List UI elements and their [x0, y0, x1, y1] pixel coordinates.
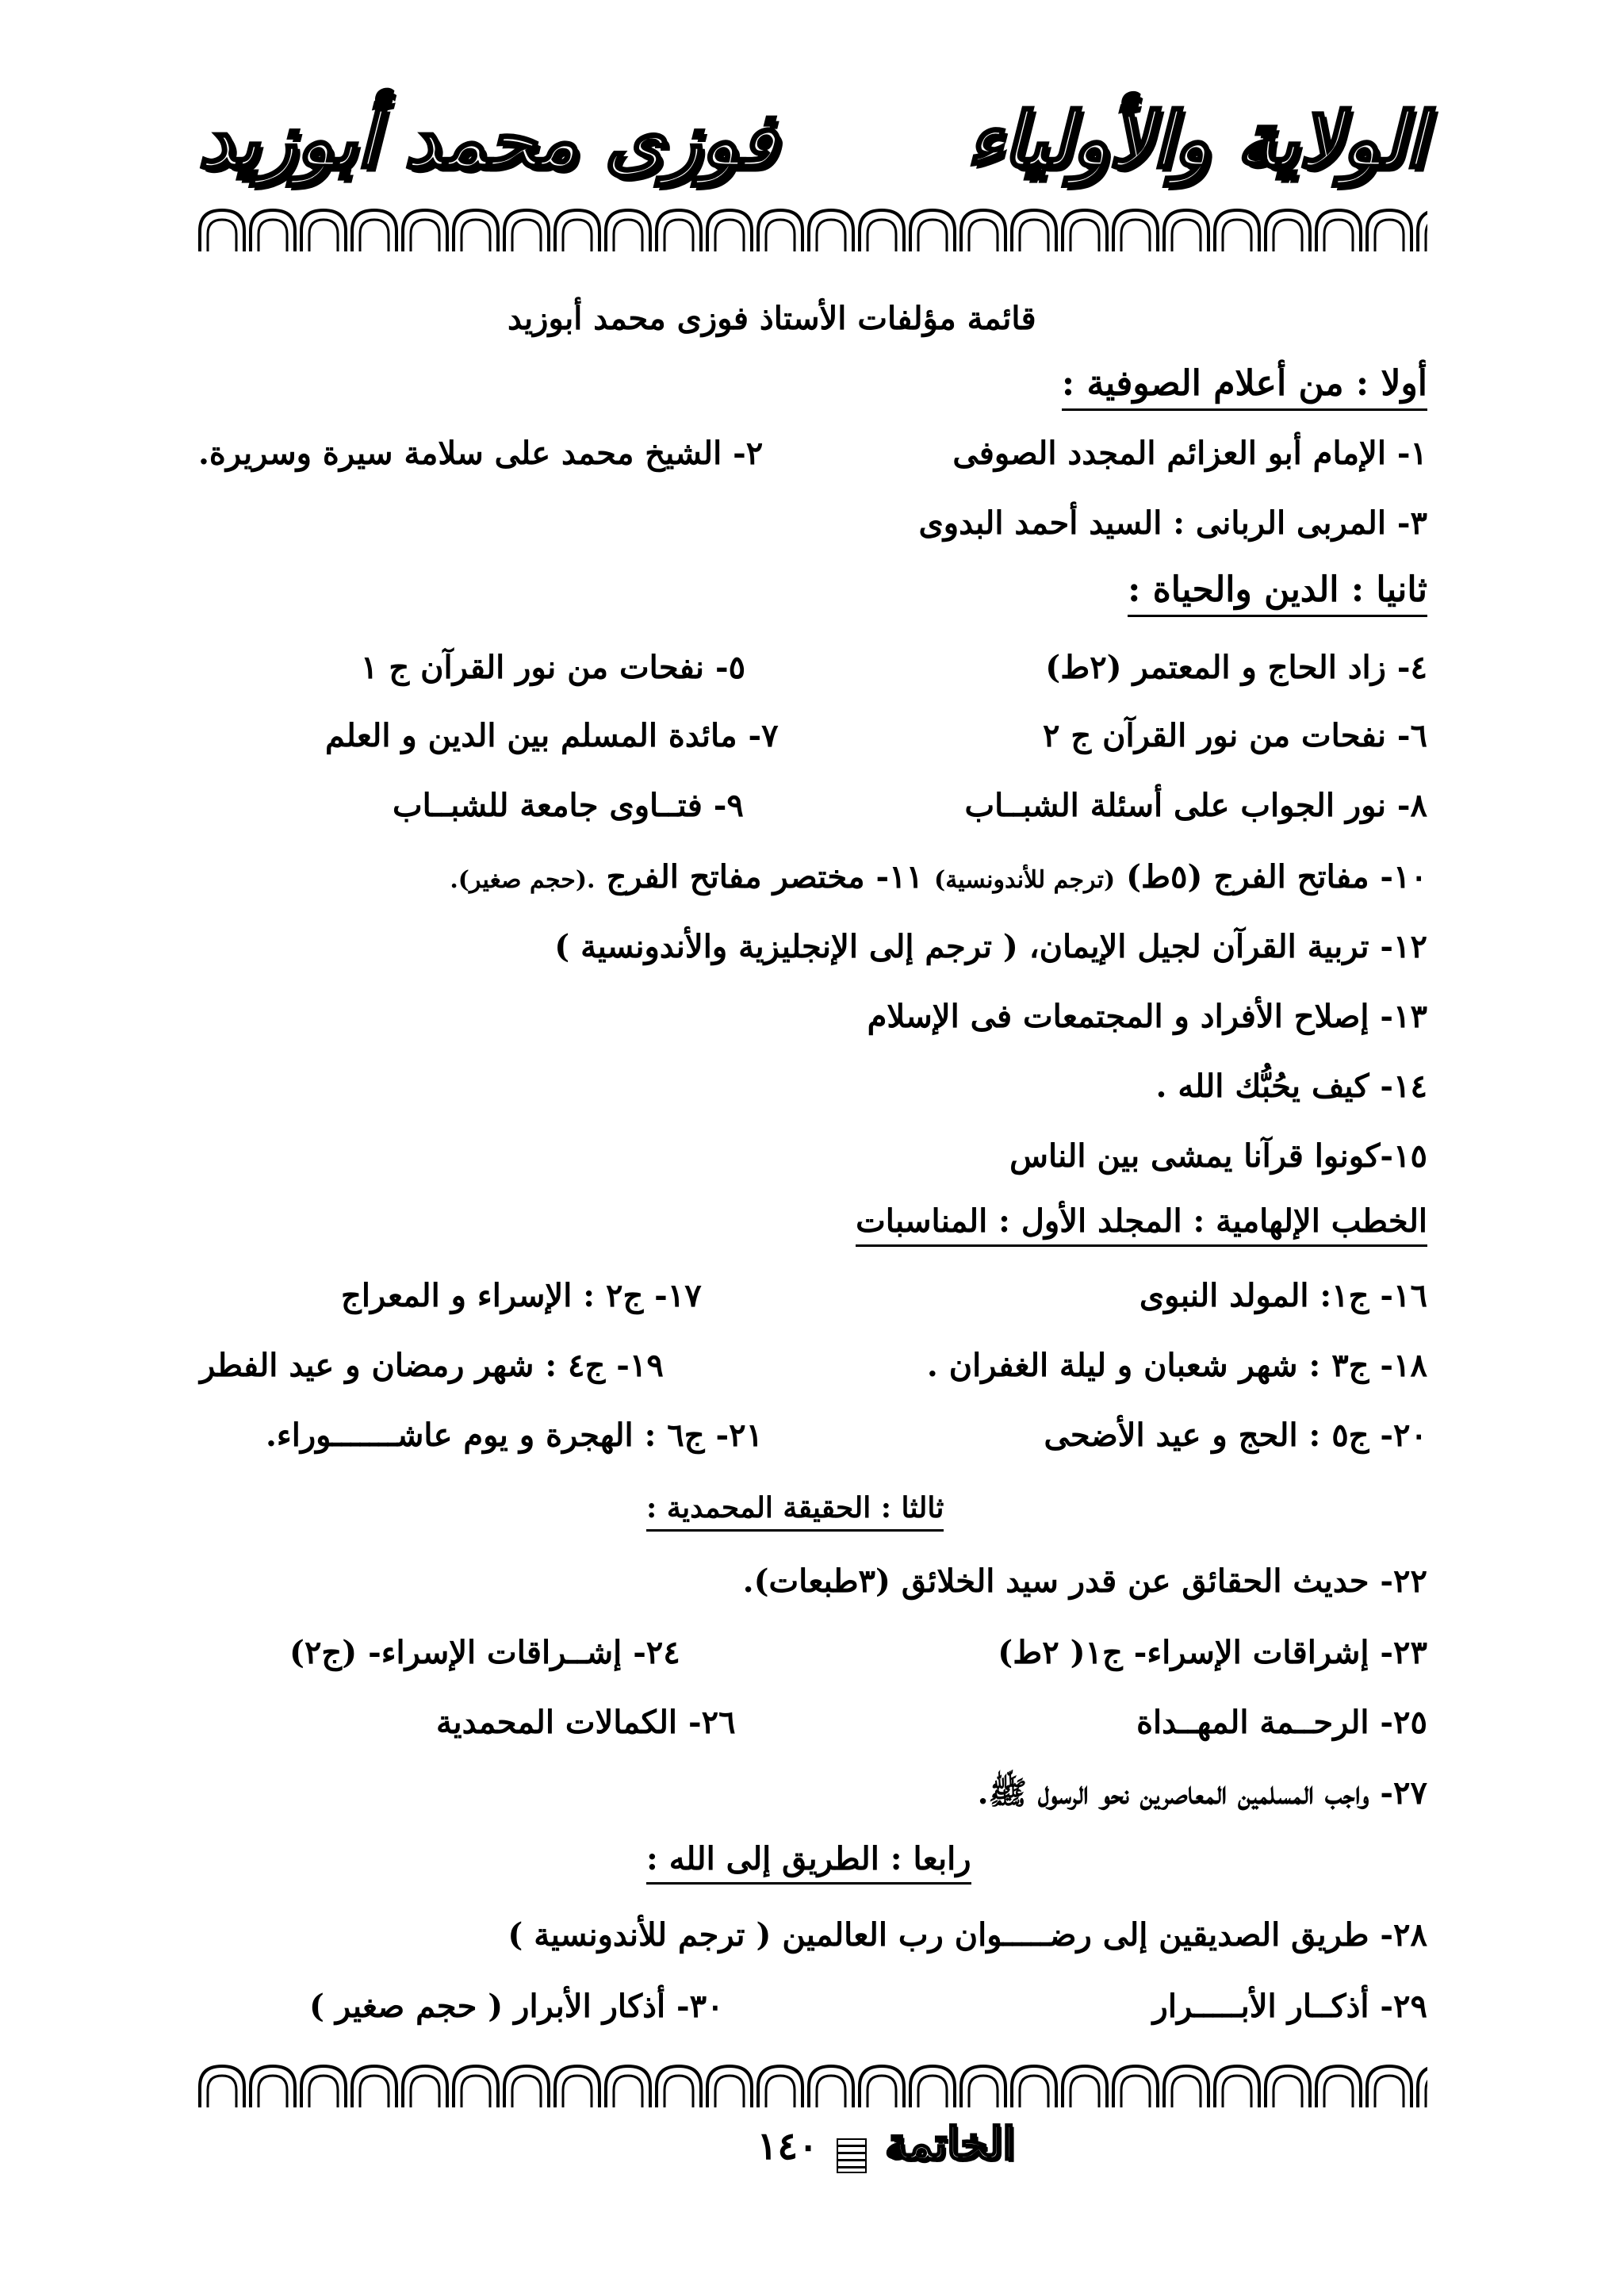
- page-title: قائمة مؤلفات الأستاذ فوزى محمد أبوزيد: [508, 300, 1036, 337]
- list-item: ٢٥- الرحــمة المهــداة: [1136, 1704, 1427, 1741]
- list-item: ٢٠- ج٥ : الحج و عيد الأضحى: [1044, 1417, 1427, 1454]
- list-item-11-title: ١١- مختصر مفاتح الفرج: [606, 858, 924, 895]
- document-icon: [837, 2138, 867, 2173]
- footer-section-title: الخاتمة: [885, 2118, 1015, 2170]
- list-item: ٨- نور الجواب على أسئلة الشبــاب: [964, 787, 1427, 824]
- list-item: ٢٢- حديث الحقائق عن قدر سيد الخلائق (٣طبعات).: [742, 1563, 1427, 1600]
- book-title: الولاية والأولياء: [967, 95, 1426, 185]
- list-item: ٤- زاد الحاج و المعتمر (٢ط): [1045, 649, 1427, 686]
- list-item-11-note: .(حجم صغير).: [450, 866, 596, 894]
- list-item-10-note: (ترجم للأندونسية): [934, 866, 1116, 894]
- page-number: ١٤٠: [756, 2124, 818, 2168]
- list-item: ٢٦- الكمالات المحمدية: [436, 1704, 736, 1741]
- list-item: ١٥-كونوا قرآنا يمشى بين الناس: [1009, 1137, 1427, 1175]
- list-item: ٦- نفحات من نور القرآن ج ٢: [1042, 717, 1427, 754]
- list-item: ١٣- إصلاح الأفراد و المجتمعات فى الإسلام: [867, 998, 1427, 1035]
- section-heading-sermons: الخطب الإلهامية : المجلد الأول : المناسبات: [856, 1202, 1427, 1247]
- section-heading-path-to-god: رابعا : الطريق إلى الله :: [646, 1840, 971, 1885]
- author-name: فوزى محمد أبوزيد: [198, 95, 777, 185]
- list-item: ٢٨- طريق الصديقين إلى رضـــــوان رب العالمين ( ترجم للأندونسية ): [508, 1916, 1427, 1954]
- list-item: ١٢- تربية القرآن لجيل الإيمان، ( ترجم إلى الإنجليزية والأندونسية ): [554, 928, 1427, 965]
- list-item: ١٨- ج٣ : شهر شعبان و ليلة الغفران .: [926, 1347, 1427, 1384]
- section-heading-sufi: أولا : من أعلام الصوفية :: [1062, 363, 1427, 411]
- list-item-10: [450, 858, 1427, 895]
- list-item: ٩- فتــاوى جامعة للشبــاب: [393, 787, 744, 824]
- list-item: ٢٤- إشــراقات الإسراء- (ج٢): [289, 1634, 680, 1671]
- section-heading-religion-life: ثانيا : الدين والحياة :: [1128, 569, 1427, 617]
- list-item: ١- الإمام أبو العزائم المجدد الصوفى: [952, 435, 1427, 472]
- list-item: ١٤- كيف يحُبُّك الله .: [1155, 1068, 1427, 1105]
- top-ornament-border: [197, 202, 1427, 258]
- list-item: ١٩- ج٤ : شهر رمضان و عيد الفطر: [200, 1347, 664, 1384]
- list-item: ٢- الشيخ محمد على سلامة سيرة وسريرة.: [198, 435, 764, 472]
- list-item: ٢٧- واجب المسلمين المعاصرين نحو الرسول ﷺ.: [977, 1774, 1427, 1812]
- list-item: ١٦- ج١: المولد النبوى: [1139, 1277, 1427, 1314]
- page-footer: [619, 2118, 1015, 2181]
- list-item: ٣- المربى الربانى : السيد أحمد البدوى: [918, 504, 1427, 542]
- list-item-10-title: ١٠- مفاتح الفرج (٥ط): [1126, 858, 1427, 895]
- list-item: ٥- نفحات من نور القرآن ج ١: [361, 649, 746, 686]
- list-item: ٧- مائدة المسلم بين الدين و العلم: [325, 717, 779, 754]
- section-heading-muhammadan-truth: ثالثا : الحقيقة المحمدية :: [646, 1491, 944, 1532]
- list-item: ١٧- ج٢ : الإسراء و المعراج: [341, 1277, 702, 1314]
- list-item: ٢٣- إشراقات الإسراء- ج١( ٢ط): [998, 1634, 1427, 1671]
- list-item: ٢٩- أذكــار الأبـــــرار: [1152, 1988, 1427, 2025]
- list-item: ٣٠- أذكار الأبرار ( حجم صغير ): [309, 1988, 724, 2025]
- bottom-ornament-border: [197, 2058, 1427, 2114]
- list-item: ٢١- ج٦ : الهجرة و يوم عاشـــــــوراء.: [266, 1417, 764, 1454]
